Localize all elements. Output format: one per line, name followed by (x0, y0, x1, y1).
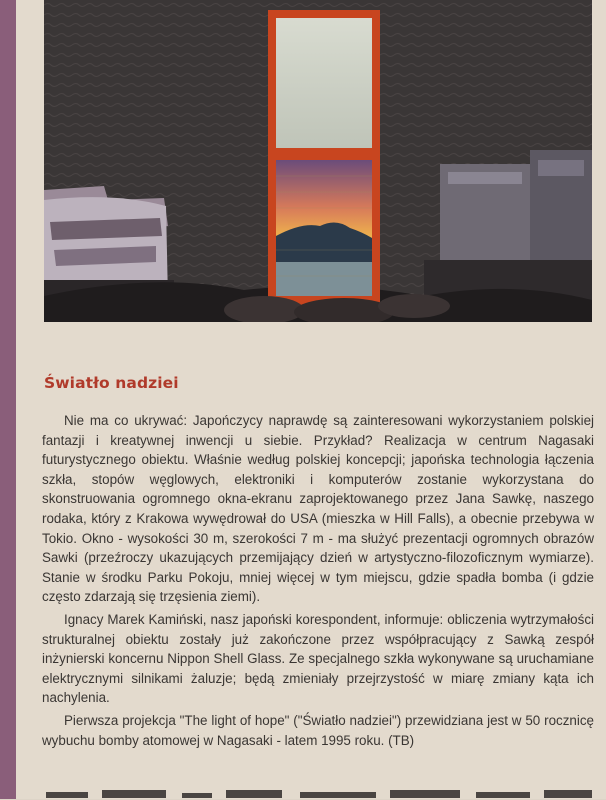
article-body (42, 411, 594, 753)
article-paragraph: Ignacy Marek Kamiński, nasz japoński korespondent, informuje: obliczenia wytrzymałości strukturalnej obiektu zostały już zakończone przez współpracujący z Sawką zespół inżynierski koncernu Nippon Shell Glass. Ze specjalnego szkła wykonywane są uruchamiane elektrycznymi silnikami żaluzje; będą zmieniały przejrzystość w miarę zmiany kąta ich nachylenia. (42, 611, 594, 706)
giant-window (268, 10, 380, 310)
cropped-next-line (44, 778, 604, 800)
window-illustration (44, 0, 592, 322)
article-paragraph: Pierwsza projekcja "The light of hope" ("Światło nadziei") przewidziana jest w 50 rocznicę wybuchu bomby atomowej w Nagasaki - latem 1995 roku. (TB) (42, 712, 594, 748)
article-paragraph: Nie ma co ukrywać: Japończycy naprawdę są zainteresowani wykorzystaniem polskiej fantazji i kreatywnej inwencji u siebie. Przykład? Realizacja w centrum Nagasaki futurystycznego obiektu. Właśnie według polskiej koncepcji; japońska technologia łączenia szkła, stopów węglowych, elektroniki i komputerów zostanie wykorzystana do skonstruowania ogromnego okna-ekranu zaprojektowanego przez Jana Sawkę, naszego rodaka, który z Krakowa wywędrował do USA (mieszka w Hill Falls), a obecnie przebywa w Tokio. Okno - wysokości 30 m, szerokości 7 m - ma służyć prezentacji ogromnych obrazów Sawki (przeźroczy ukazujących przemijający dzień w artystyczno-filozoficznym wymiarze). Stanie w środku Parku Pokoju, mniej więcej w tym miejscu, gdzie spadła bomba (i gdzie często zdarzają się trzęsienia ziemi). (42, 413, 594, 605)
article-headline: Światło nadziei (44, 374, 179, 392)
side-color-band (0, 0, 16, 799)
foreground-shrubs (224, 294, 450, 322)
